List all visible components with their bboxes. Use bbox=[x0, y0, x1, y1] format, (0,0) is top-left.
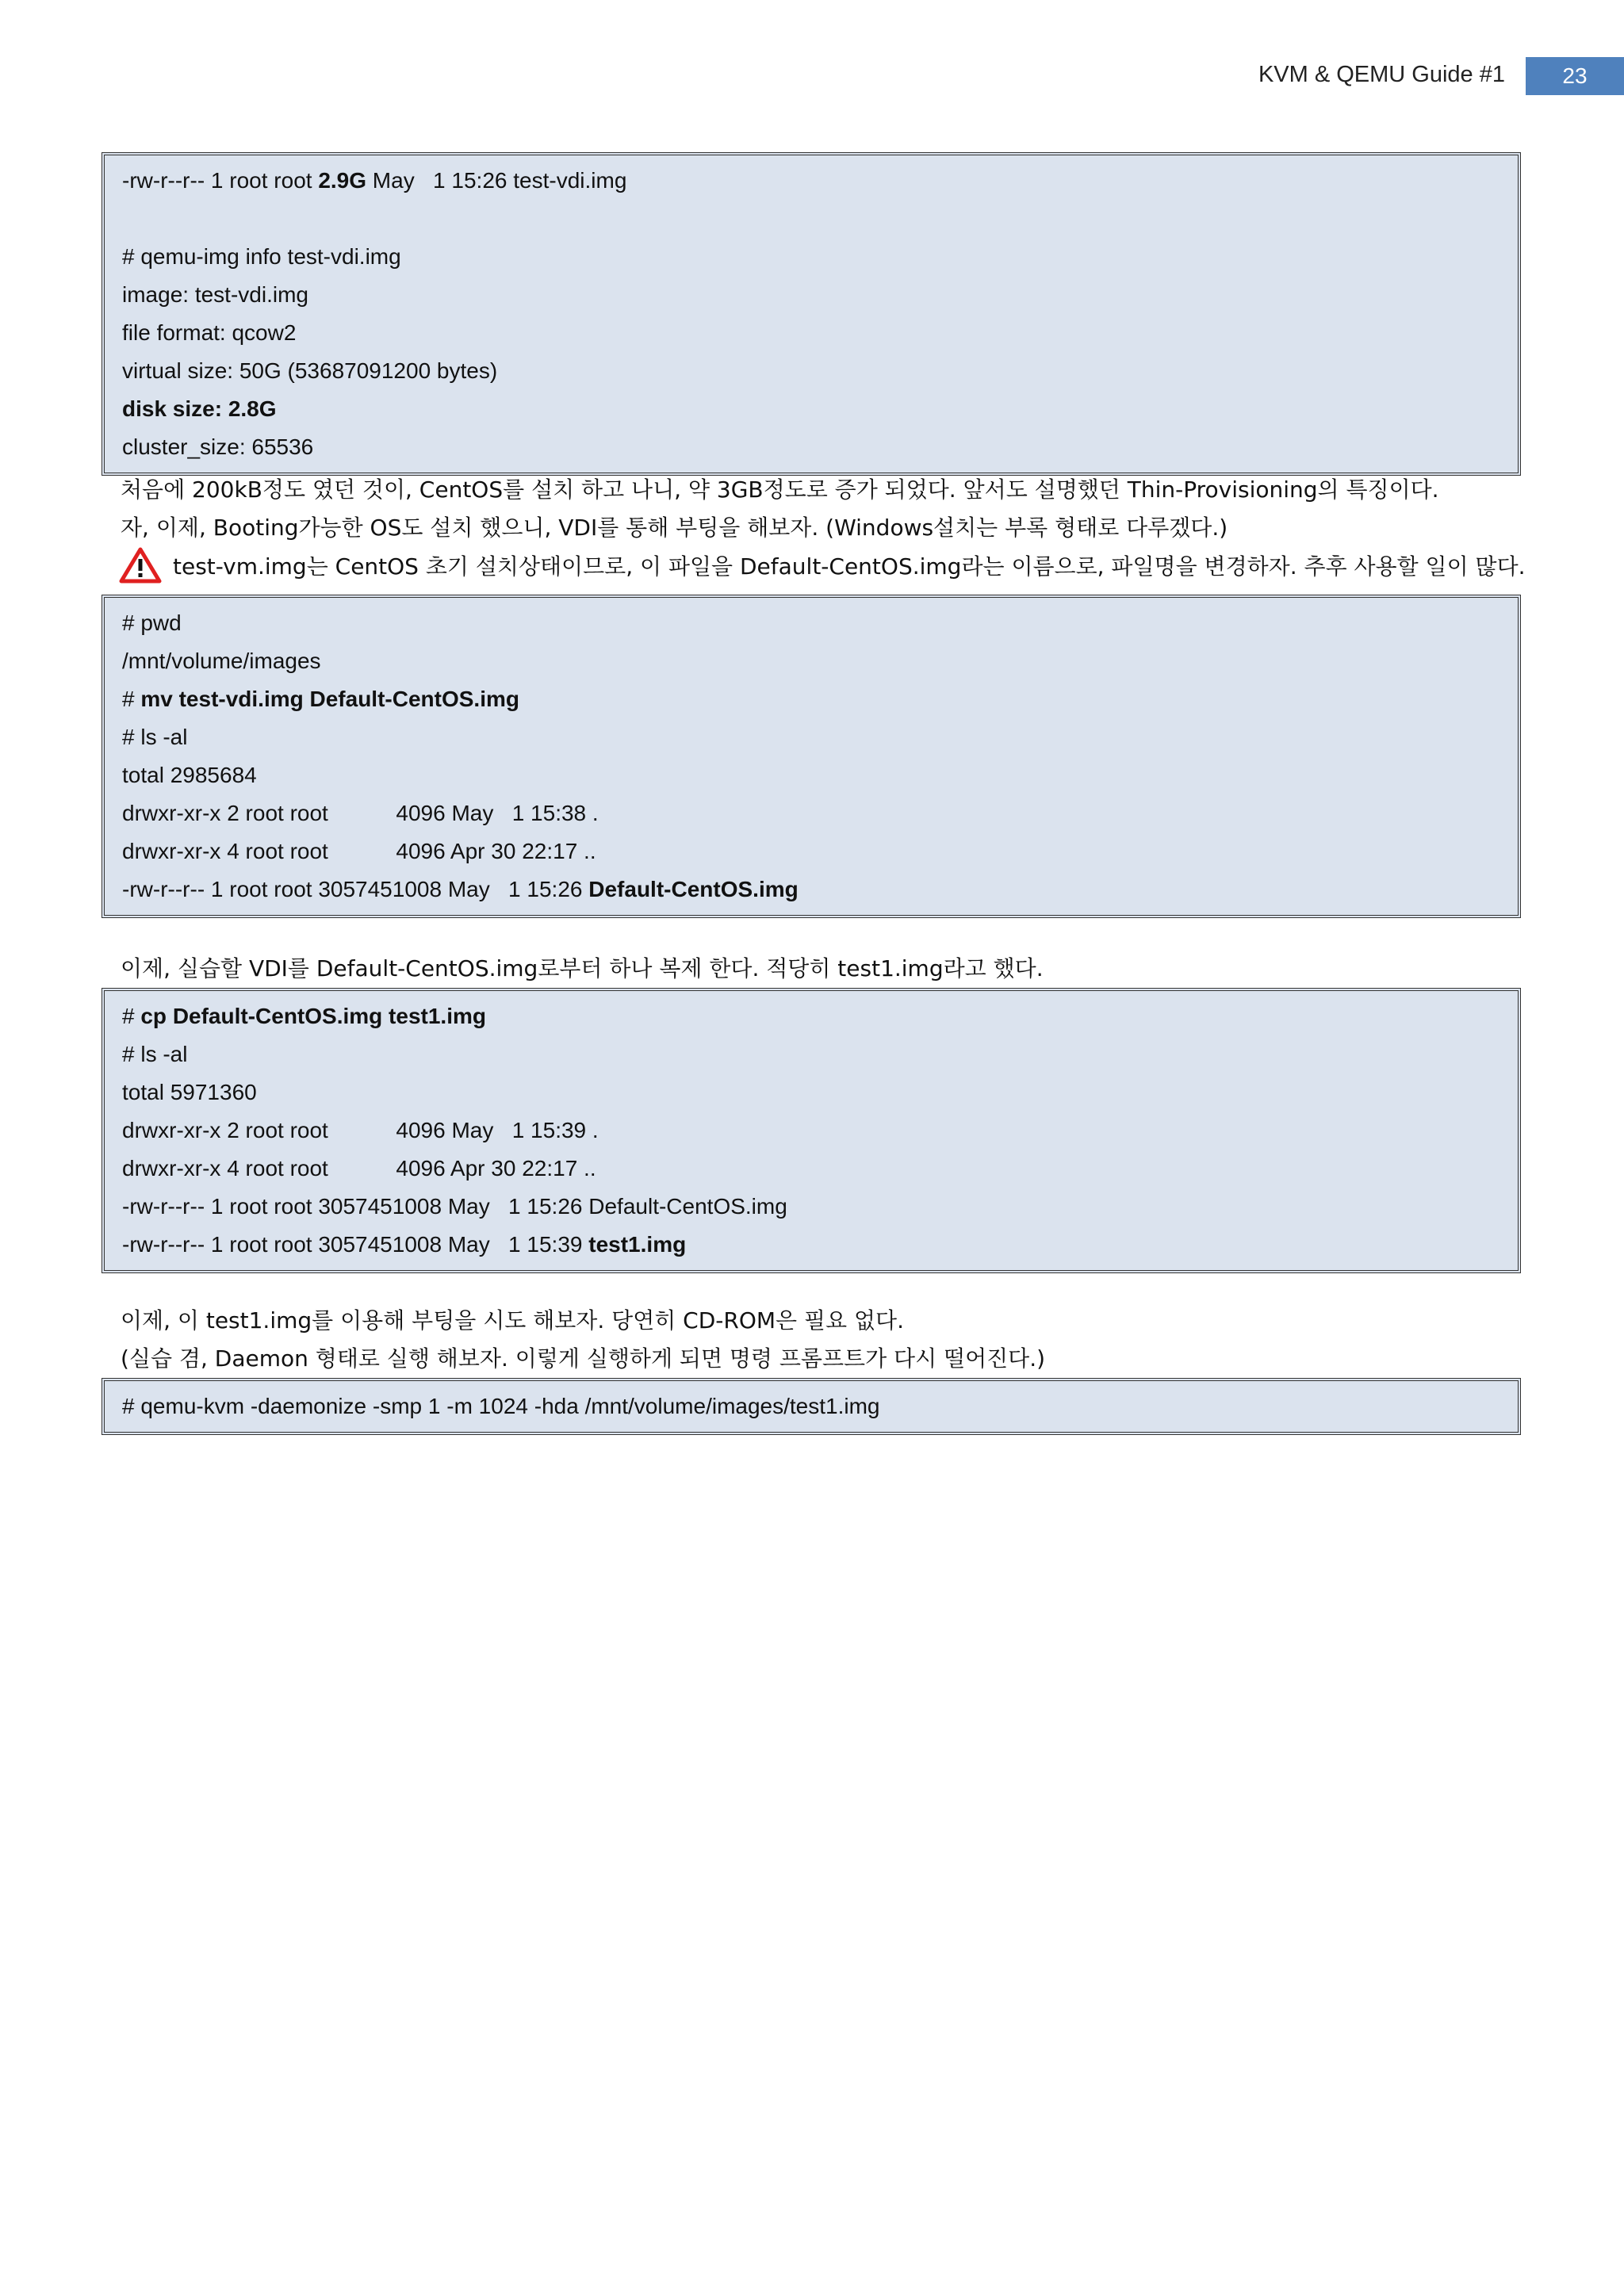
code-line bbox=[122, 997, 1500, 1035]
code-text: total 2985684 bbox=[122, 763, 257, 787]
paragraph-line: 이제, 이 test1.img를 이용해 부팅을 시도 해보자. 당연히 CD-ROM은 필요 없다. bbox=[121, 1307, 904, 1334]
code-text: file format: qcow2 bbox=[122, 320, 297, 345]
code-text: image: test-vdi.img bbox=[122, 282, 308, 307]
code-text: cluster_size: 65536 bbox=[122, 434, 314, 459]
code-text: # ls -al bbox=[122, 1042, 188, 1066]
code-text: -rw-r--r-- 1 root root 3057451008 May 1 15:26 Default-CentOS.img bbox=[122, 1194, 787, 1219]
code-line bbox=[122, 1112, 1500, 1150]
code-line bbox=[122, 871, 1500, 909]
code-line bbox=[122, 794, 1500, 832]
code-line bbox=[122, 1073, 1500, 1112]
code-text-bold: 2.9G bbox=[318, 168, 367, 193]
code-text: drwxr-xr-x 2 root root 4096 May 1 15:38 . bbox=[122, 801, 599, 825]
code-text: -rw-r--r-- 1 root root 3057451008 May 1 15:39 bbox=[122, 1232, 589, 1257]
code-text-bold: mv test-vdi.img Default-CentOS.img bbox=[140, 687, 519, 711]
code-text: -rw-r--r-- 1 root root bbox=[122, 168, 319, 193]
code-line bbox=[122, 162, 1500, 200]
code-box-copy bbox=[102, 988, 1521, 1273]
code-box-rename bbox=[102, 595, 1521, 918]
code-line bbox=[122, 1387, 1500, 1425]
code-text: May 1 15:26 test-vdi.img bbox=[366, 168, 627, 193]
code-text: drwxr-xr-x 4 root root 4096 Apr 30 22:17 .. bbox=[122, 1156, 596, 1181]
code-box-image-info bbox=[102, 152, 1521, 476]
code-line bbox=[122, 352, 1500, 390]
paragraph-boot-test bbox=[121, 1302, 1045, 1378]
code-text: # pwd bbox=[122, 610, 182, 635]
code-line bbox=[122, 680, 1500, 718]
code-text: -rw-r--r-- 1 root root 3057451008 May 1 15:26 bbox=[122, 877, 589, 901]
code-text: drwxr-xr-x 4 root root 4096 Apr 30 22:17 .. bbox=[122, 839, 596, 863]
warning-icon bbox=[119, 547, 162, 584]
code-line bbox=[122, 1150, 1500, 1188]
code-text-bold: Default-CentOS.img bbox=[588, 877, 799, 901]
code-text: /mnt/volume/images bbox=[122, 649, 321, 673]
page-number: 23 bbox=[1526, 57, 1624, 95]
code-text: # qemu-kvm -daemonize -smp 1 -m 1024 -hda /mnt/volume/images/test1.img bbox=[122, 1394, 880, 1418]
code-line bbox=[122, 276, 1500, 314]
code-line bbox=[122, 756, 1500, 794]
paragraph-copy-vdi bbox=[121, 950, 1044, 988]
code-line bbox=[122, 314, 1500, 352]
paragraph-thin-provisioning bbox=[121, 471, 1439, 547]
code-text: # bbox=[122, 687, 141, 711]
code-text-bold: test1.img bbox=[588, 1232, 687, 1257]
warning-text: test-vm.img는 CentOS 초기 설치상태이므로, 이 파일을 Default-CentOS.img라는 이름으로, 파일명을 변경하자. 추후 사용할 일이 많다. bbox=[173, 553, 1526, 580]
code-text-bold: disk size: 2.8G bbox=[122, 396, 277, 421]
code-text: # ls -al bbox=[122, 725, 188, 749]
warning-note bbox=[119, 547, 1526, 584]
paragraph-line: 처음에 200kB정도 였던 것이, CentOS를 설치 하고 나니, 약 3GB정도로 증가 되었다. 앞서도 설명했던 Thin-Provisioning의 특징이다. bbox=[121, 476, 1439, 503]
code-line bbox=[122, 238, 1500, 276]
paragraph-line: (실습 겸, Daemon 형태로 실행 해보자. 이렇게 실행하게 되면 명령 프롬프트가 다시 떨어진다.) bbox=[121, 1345, 1046, 1372]
code-line bbox=[122, 200, 1500, 238]
code-line bbox=[122, 1035, 1500, 1073]
code-line bbox=[122, 718, 1500, 756]
code-line bbox=[122, 1188, 1500, 1226]
code-line bbox=[122, 1226, 1500, 1264]
code-box-qemu-kvm bbox=[102, 1378, 1521, 1435]
code-text: virtual size: 50G (53687091200 bytes) bbox=[122, 358, 498, 383]
code-text: drwxr-xr-x 2 root root 4096 May 1 15:39 . bbox=[122, 1118, 599, 1142]
code-line bbox=[122, 604, 1500, 642]
code-text: # bbox=[122, 1004, 141, 1028]
code-line bbox=[122, 832, 1500, 871]
paragraph-line: 자, 이제, Booting가능한 OS도 설치 했으니, VDI를 통해 부팅을 해보자. (Windows설치는 부록 형태로 다루겠다.) bbox=[121, 515, 1228, 541]
code-text: total 5971360 bbox=[122, 1080, 257, 1104]
code-line bbox=[122, 390, 1500, 428]
paragraph-line: 이제, 실습할 VDI를 Default-CentOS.img로부터 하나 복제 한다. 적당히 test1.img라고 했다. bbox=[121, 955, 1044, 982]
code-line bbox=[122, 428, 1500, 466]
header-title: KVM & QEMU Guide #1 bbox=[1258, 62, 1505, 87]
code-text-bold: cp Default-CentOS.img test1.img bbox=[140, 1004, 486, 1028]
code-line bbox=[122, 642, 1500, 680]
code-text: # qemu-img info test-vdi.img bbox=[122, 244, 401, 269]
